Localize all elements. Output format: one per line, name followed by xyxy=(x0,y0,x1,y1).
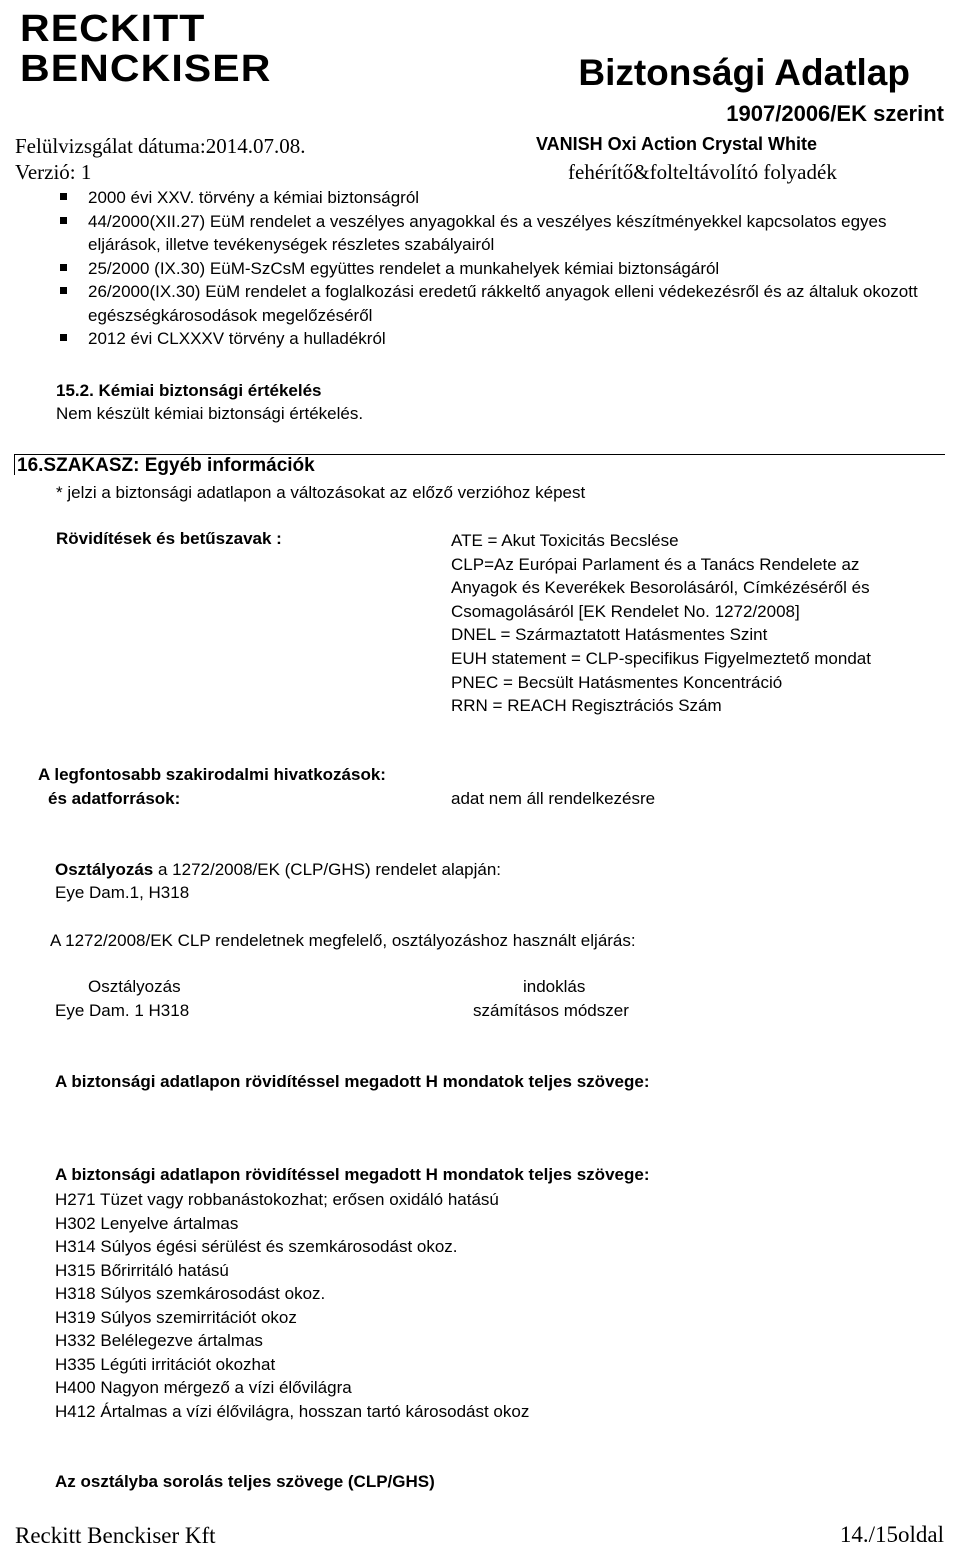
document-title: Biztonsági Adatlap xyxy=(578,52,910,93)
bullet-icon xyxy=(60,264,67,271)
classification-line xyxy=(55,860,501,880)
bullet-icon xyxy=(60,287,67,294)
references-label-2: és adatforrások: xyxy=(48,789,181,808)
h-statements-heading-2: A biztonsági adatlapon rövidítéssel megadott H mondatok teljes szövege: xyxy=(55,1165,650,1184)
abbreviation-item: PNEC = Becsült Hatásmentes Koncentráció xyxy=(451,672,783,692)
abbreviations-list xyxy=(451,529,931,718)
abbreviations-label: Rövidítések és betűszavak : xyxy=(56,529,282,548)
section-15-2-text: Nem készült kémiai biztonsági értékelés. xyxy=(56,404,364,423)
h-statement: H335 Légúti irritációt okozhat xyxy=(55,1354,276,1374)
bullet-icon xyxy=(60,334,67,341)
table-header-reason: indoklás xyxy=(523,977,586,996)
list-item: 44/2000(XII.27) EüM rendelet a veszélyes anyagokkal és a veszélyes készítményekkel kapcsolatos egyes eljárások, illetve tevékenységek részletes szabályairól xyxy=(60,210,940,257)
abbreviation-item: EUH statement = CLP-specifikus Figyelmeztető mondat xyxy=(451,648,871,668)
logo-line-1: RECKITT xyxy=(20,8,206,50)
section-16-header xyxy=(14,454,945,475)
h-statement: H314 Súlyos égési sérülést és szemkárosodást okoz. xyxy=(55,1237,458,1256)
changes-note: * jelzi a biztonsági adatlapon a változásokat az előző verzióhoz képest xyxy=(56,483,586,502)
list-item: 25/2000 (IX.30) EüM-SzCsM együttes rendelet a munkahelyek kémiai biztonságáról xyxy=(60,257,940,281)
procedure-line: A 1272/2008/EK CLP rendeletnek megfelelő, osztályozáshoz használt eljárás: xyxy=(50,931,636,950)
h-statement: H319 Súlyos szemirritációt okoz xyxy=(55,1307,297,1327)
bullet-icon xyxy=(60,193,67,200)
h-statement: H271 Tüzet vagy robbanástokozhat; erősen oxidáló hatású xyxy=(55,1190,499,1209)
document-subtitle: 1907/2006/EK szerint xyxy=(726,101,944,126)
h-statement: H318 Súlyos szemkárosodást okoz. xyxy=(55,1284,326,1303)
classification-value: Eye Dam.1, H318 xyxy=(55,883,190,902)
h-statement: H400 Nagyon mérgező a vízi élővilágra xyxy=(55,1378,352,1397)
h-statements-list xyxy=(55,1188,529,1423)
references-value: adat nem áll rendelkezésre xyxy=(451,789,656,808)
footer-company: Reckitt Benckiser Kft xyxy=(15,1523,216,1548)
classification-label: Osztályozás xyxy=(55,860,154,879)
h-statement: H315 Bőrirritáló hatású xyxy=(55,1260,229,1280)
h-statement: H412 Ártalmas a vízi élővilágra, hosszan tartó károsodást okoz xyxy=(55,1401,530,1421)
bullet-icon xyxy=(60,217,67,224)
footer-page-number: 14./15oldal xyxy=(839,1522,944,1547)
list-item: 2012 évi CLXXXV törvény a hulladékról xyxy=(60,327,940,351)
table-cell-reason: számításos módszer xyxy=(473,1001,629,1020)
version: Verzió: 1 xyxy=(15,160,92,184)
abbreviation-item: ATE = Akut Toxicitás Becslése xyxy=(451,531,679,550)
section-15-2-title: 15.2. Kémiai biztonsági értékelés xyxy=(56,381,322,400)
product-name: VANISH Oxi Action Crystal White xyxy=(536,134,818,154)
section-16-title: 16.SZAKASZ: Egyéb információk xyxy=(17,455,315,476)
company-logo xyxy=(20,6,272,90)
h-statement: H332 Belélegezve ártalmas xyxy=(55,1331,263,1350)
revision-date: Felülvizsgálat dátuma:2014.07.08. xyxy=(15,134,306,158)
classification-text: a 1272/2008/EK (CLP/GHS) rendelet alapján: xyxy=(153,860,502,879)
logo-line-2: BENCKISER xyxy=(20,48,272,90)
list-item: 26/2000(IX.30) EüM rendelet a foglalkozási eredetű rákkeltő anyagok elleni védekezésről és az általuk okozott egészségkárosodások megelőzéséről xyxy=(60,280,940,327)
table-header-classification: Osztályozás xyxy=(88,977,181,996)
h-statements-heading: A biztonsági adatlapon rövidítéssel megadott H mondatok teljes szövege: xyxy=(55,1072,650,1091)
list-item: 2000 évi XXV. törvény a kémiai biztonságról xyxy=(60,186,940,210)
table-cell-classification: Eye Dam. 1 H318 xyxy=(55,1001,190,1020)
clp-heading: Az osztályba sorolás teljes szövege (CLP/GHS) xyxy=(55,1472,435,1491)
h-statement: H302 Lenyelve ártalmas xyxy=(55,1213,239,1233)
references-label: A legfontosabb szakirodalmi hivatkozások: xyxy=(38,765,386,784)
abbreviation-item: CLP=Az Európai Parlament és a Tanács Rendelete az Anyagok és Keverékek Besorolásáról, Címkézéséről és Csomagolásáról [EK Rendelet No. 1272/2008] xyxy=(451,554,870,621)
abbreviation-item: DNEL = Származtatott Hatásmentes Szint xyxy=(451,625,768,645)
regulations-list xyxy=(60,186,940,351)
product-type: fehérítő&folteltávolító folyadék xyxy=(568,160,837,184)
abbreviation-item: RRN = REACH Regisztrációs Szám xyxy=(451,696,722,716)
